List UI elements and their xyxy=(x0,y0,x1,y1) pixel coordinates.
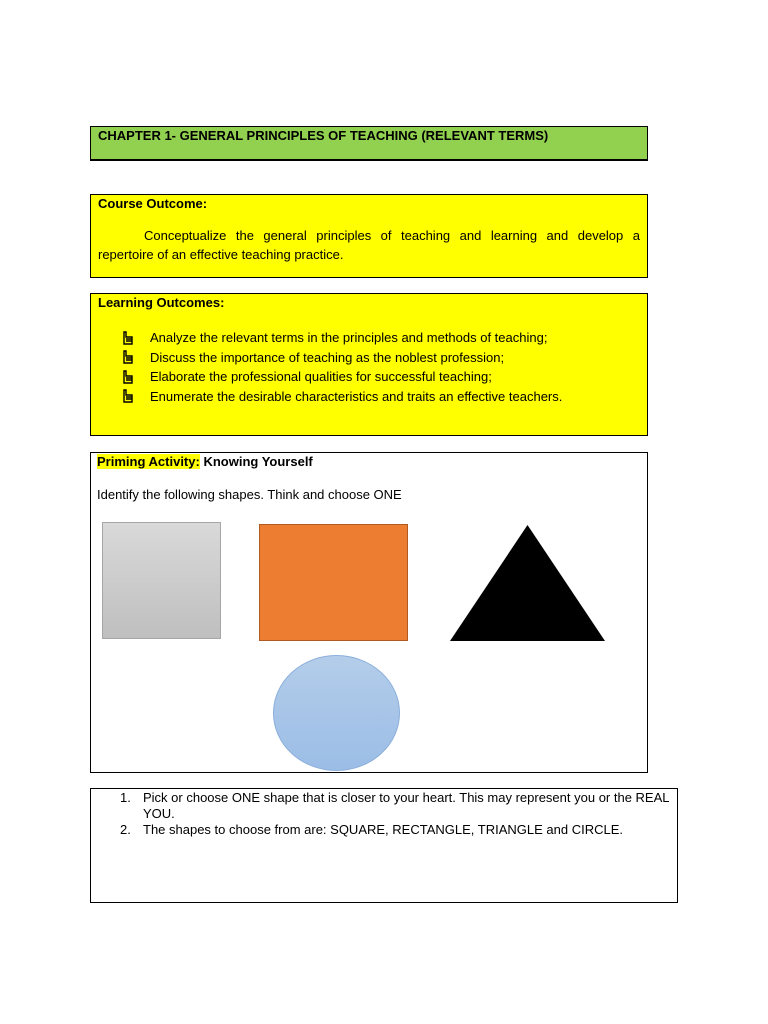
list-item xyxy=(122,387,640,407)
rectangle-shape xyxy=(259,524,408,641)
triangle-shape xyxy=(449,524,606,642)
learning-outcome-text: Elaborate the professional qualities for successful teaching; xyxy=(150,369,492,384)
step-text: The shapes to choose from are: SQUARE, RECTANGLE, TRIANGLE and CIRCLE. xyxy=(143,822,623,837)
step-number: 1. xyxy=(120,790,131,805)
pointing-hand-icon xyxy=(122,370,134,384)
learning-outcome-text: Analyze the relevant terms in the principles and methods of teaching; xyxy=(150,330,548,345)
priming-activity-box xyxy=(90,452,648,773)
chapter-title: CHAPTER 1- GENERAL PRINCIPLES OF TEACHING (RELEVANT TERMS) xyxy=(98,128,549,143)
step-number: 2. xyxy=(120,822,131,837)
pointing-hand-icon xyxy=(122,331,134,345)
learning-outcome-text: Enumerate the desirable characteristics and traits an effective teachers. xyxy=(150,388,563,404)
priming-instruction: Identify the following shapes. Think and choose ONE xyxy=(97,487,402,502)
circle-shape xyxy=(272,654,401,772)
course-outcome-box xyxy=(90,194,648,278)
priming-title xyxy=(97,454,313,470)
learning-outcome-text: Discuss the importance of teaching as the noblest profession; xyxy=(150,349,505,365)
square-shape xyxy=(102,522,221,639)
learning-outcomes-list xyxy=(98,328,640,406)
pointing-hand-icon xyxy=(122,389,134,403)
course-outcome-heading: Course Outcome: xyxy=(98,196,208,211)
list-item xyxy=(91,790,677,822)
instructions-box xyxy=(90,788,678,903)
list-item xyxy=(122,328,640,348)
instructions-list xyxy=(91,790,677,838)
learning-outcomes-box xyxy=(90,293,648,436)
pointing-hand-icon xyxy=(122,350,134,364)
list-item xyxy=(122,348,640,368)
learning-outcomes-heading: Learning Outcomes: xyxy=(98,295,225,310)
step-text: Pick or choose ONE shape that is closer to your heart. This may represent you or the REAL YOU. xyxy=(143,790,670,821)
course-outcome-text: Conceptualize the general principles of teaching and learning and develop a repertoire of an effective teaching practice. xyxy=(98,228,640,262)
priming-label: Priming Activity: xyxy=(97,454,200,469)
priming-activity-name: Knowing Yourself xyxy=(203,454,313,469)
chapter-title-box xyxy=(90,126,648,161)
list-item xyxy=(91,822,677,838)
list-item xyxy=(122,367,640,387)
